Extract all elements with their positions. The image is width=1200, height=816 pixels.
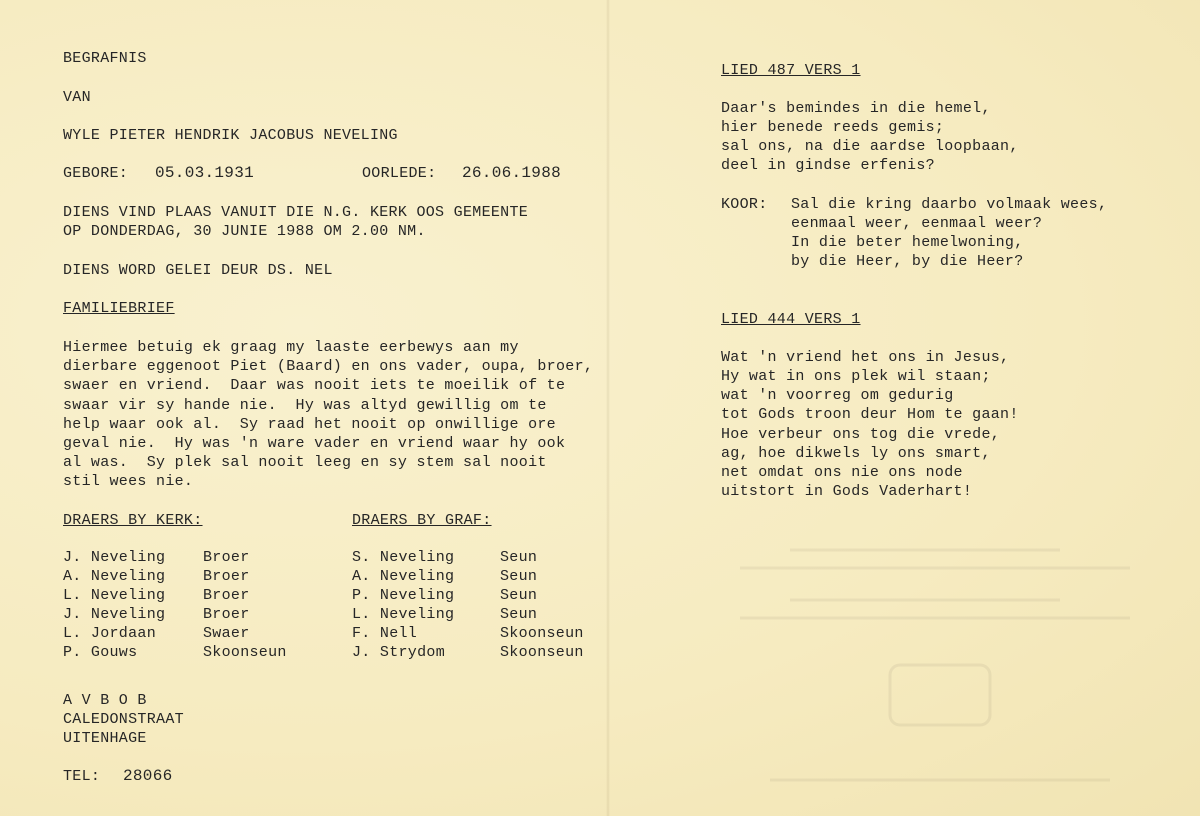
tel-number: 28066 — [123, 767, 173, 785]
undertaker-town: UITENHAGE — [63, 730, 147, 747]
bearer-relation: Seun — [500, 606, 538, 623]
bearer-name: P. Neveling — [352, 587, 455, 604]
letter-line: al was. Sy plek sal nooit leeg en sy stem sal nooit — [63, 454, 547, 471]
bearer-name: A. Neveling — [352, 568, 455, 585]
undertaker-street: CALEDONSTRAAT — [63, 711, 184, 728]
center-fold — [606, 0, 610, 816]
verse-line: uitstort in Gods Vaderhart! — [721, 483, 973, 500]
letter-line: swaar vir sy hande nie. Hy was altyd gewillig om te — [63, 397, 547, 414]
bearer-relation: Skoonseun — [203, 644, 287, 661]
service-line-2: OP DONDERDAG, 30 JUNIE 1988 OM 2.00 NM. — [63, 223, 426, 240]
deceased-name: WYLE PIETER HENDRIK JACOBUS NEVELING — [63, 127, 398, 144]
verse-line: Hoe verbeur ons tog die vrede, — [721, 426, 1001, 443]
bearers-grave-title: DRAERS BY GRAF: — [352, 512, 492, 529]
bearer-name: P. Gouws — [63, 644, 138, 661]
service-leader: DIENS WORD GELEI DEUR DS. NEL — [63, 262, 333, 279]
born-date: 05.03.1931 — [155, 164, 255, 182]
letter-line: help waar ook al. Sy raad het nooit op onwillige ore — [63, 416, 556, 433]
bearer-name: J. Neveling — [63, 606, 166, 623]
letter-line: swaer en vriend. Daar was nooit iets te moeilik of te — [63, 377, 566, 394]
verse-line: sal ons, na die aardse loopbaan, — [721, 138, 1019, 155]
bearer-relation: Seun — [500, 549, 538, 566]
verse-line: Hy wat in ons plek wil staan; — [721, 368, 991, 385]
chorus-label: KOOR: — [721, 196, 768, 213]
died-label: OORLEDE: — [362, 165, 437, 182]
tel-label: TEL: — [63, 768, 101, 785]
verse-line: Daar's bemindes in die hemel, — [721, 100, 991, 117]
letter-line: stil wees nie. — [63, 473, 194, 490]
born-label: GEBORE: — [63, 165, 129, 182]
chorus-line: Sal die kring daarbo volmaak wees, — [791, 196, 1108, 213]
bearer-name: L. Neveling — [352, 606, 455, 623]
died-date: 26.06.1988 — [462, 164, 562, 182]
service-line-1: DIENS VIND PLAAS VANUIT DIE N.G. KERK OOS GEMEENTE — [63, 204, 529, 221]
verse-line: tot Gods troon deur Hom te gaan! — [721, 406, 1019, 423]
bearer-relation: Broer — [203, 606, 250, 623]
verse-line: Wat 'n vriend het ons in Jesus, — [721, 349, 1010, 366]
chorus-line: eenmaal weer, eenmaal weer? — [791, 215, 1043, 232]
bearer-name: J. Strydom — [352, 644, 446, 661]
heading-van: VAN — [63, 89, 91, 106]
bearers-church-title: DRAERS BY KERK: — [63, 512, 203, 529]
bearer-name: A. Neveling — [63, 568, 166, 585]
undertaker-name: A V B O B — [63, 692, 147, 709]
bearer-relation: Skoonseun — [500, 625, 584, 642]
bearer-relation: Broer — [203, 568, 250, 585]
bearer-relation: Skoonseun — [500, 644, 584, 661]
bearer-relation: Broer — [203, 587, 250, 604]
bleed-through-shadow — [730, 540, 1140, 800]
verse-line: wat 'n voorreg om gedurig — [721, 387, 954, 404]
letter-title: FAMILIEBRIEF — [63, 300, 175, 317]
verse-line: ag, hoe dikwels ly ons smart, — [721, 445, 991, 462]
bearer-relation: Swaer — [203, 625, 250, 642]
verse-line: deel in gindse erfenis? — [721, 157, 935, 174]
bearer-name: S. Neveling — [352, 549, 455, 566]
letter-line: Hiermee betuig ek graag my laaste eerbewys aan my — [63, 339, 519, 356]
hymn-444-title: LIED 444 VERS 1 — [721, 311, 861, 328]
bearer-name: L. Neveling — [63, 587, 166, 604]
verse-line: net omdat ons nie ons node — [721, 464, 963, 481]
chorus-line: In die beter hemelwoning, — [791, 234, 1024, 251]
letter-line: geval nie. Hy was 'n ware vader en vriend waar hy ook — [63, 435, 566, 452]
heading-begrafnis: BEGRAFNIS — [63, 50, 147, 67]
bearer-relation: Seun — [500, 587, 538, 604]
bearer-name: L. Jordaan — [63, 625, 157, 642]
bearer-name: J. Neveling — [63, 549, 166, 566]
letter-line: dierbare eggenoot Piet (Baard) en ons vader, oupa, broer, — [63, 358, 594, 375]
hymn-487-title: LIED 487 VERS 1 — [721, 62, 861, 79]
bearer-relation: Seun — [500, 568, 538, 585]
bearer-name: F. Nell — [352, 625, 418, 642]
verse-line: hier benede reeds gemis; — [721, 119, 945, 136]
chorus-line: by die Heer, by die Heer? — [791, 253, 1024, 270]
bearer-relation: Broer — [203, 549, 250, 566]
